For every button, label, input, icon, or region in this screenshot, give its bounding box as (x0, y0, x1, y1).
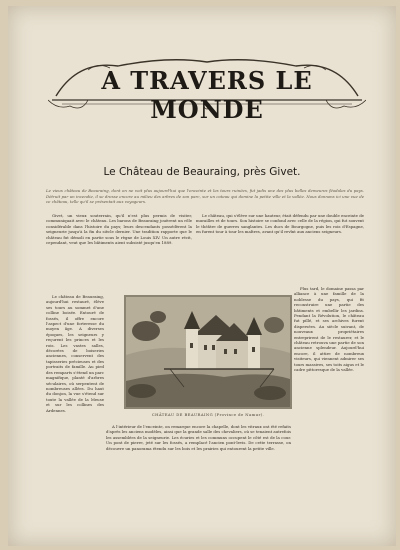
column-right-side (294, 286, 364, 526)
paragraph: Plus tard, le domaine passa par alliance à une famille de la noblesse du pays, qui fit reconstruire une partie des bâtiments et embellir les jardins. Pendant la Révolution, le château fut pillé, et ses archives furent dispersées. Au siècle suivant, de nouveaux propriétaires entreprirent de le restaurer, et le château retrouva une partie de son ancienne splendeur. Aujourd'hui encore, il attire de nombreux visiteurs, qui viennent admirer ses tours massives, ses toits aigus et le cadre pittoresque de la vallée. (294, 286, 364, 373)
article-headline: Le Château de Beauraing, près Givet. (103, 166, 301, 178)
castle-illustration (124, 295, 292, 409)
paragraph: Le château de Beauraing, aujourd'hui restauré, élève ses tours au sommet d'une colline boisée. Entouré de fossés, il offre encore l'aspect d'une forteresse du moyen âge. A diverses époques, les seigneurs y reçurent les princes et les rois. Les vastes salles, décorées de boiseries anciennes, conservent des tapisseries précieuses et des portraits de famille. Au pied des remparts s'étend un parc magnifique, planté d'arbres séculaires, où serpentent de nombreuses allées. Du haut du donjon, la vue s'étend sur toute la vallée de la Meuse et sur les collines des Ardennes. (46, 294, 104, 413)
paragraph: Givet, un vieux souterrain, qu'il n'est plus permis de visiter, communiquait avec le château. Les barons de Beauraing jouèrent un rôle considérable dans l'histoire du pays; leurs descendants possédèrent la seigneurie jusqu'à la fin du siècle dernier. Une tradition rapporte que le château fut démoli en partie sous le règne de Louis XIV. Un autre récit, cependant, veut que les bâtiments aient subsisté jusqu'en 1889. (46, 213, 192, 246)
article-intro: Le vieux château de Beauraing, dont on ne voit plus aujourd'hui que l'enceinte et les tours ruinées, fut jadis une des plus belles demeures féodales du pays. Détruit par un incendie, il se dresse encore au milieu des arbres de son parc, sur un coteau qui domine la petite ville et la vallée. Nous donnons ici une vue de ce château, telle qu'il se présentait aux voyageurs. (46, 188, 364, 205)
paragraph: A l'intérieur de l'enceinte, on remarque encore la chapelle, dont les vitraux ont été refaits d'après les anciens modèles, ainsi que la grande salle des chevaliers, où se tenaient autrefois les assemblées de la seigneurie. Les écuries et les communs occupent le côté est de la cour. Un pont de pierre, jeté sur les fossés, a remplacé l'ancien pont-levis. De cette terrasse, on découvre un panorama étendu sur les bois et les prairies qui entourent la petite ville. (106, 424, 291, 451)
figure-caption: CHÂTEAU DE BEAURAING (Province de Namur). (151, 412, 265, 417)
column-right-top (196, 213, 364, 285)
masthead-title: A TRAVERS LE MONDE (101, 66, 313, 124)
paragraph: Le château, qui s'élève sur une hauteur, était défendu par une double enceinte de murailles et de tours. Son histoire se confond avec celle de la région, qui fut souvent le théâtre de guerres sanglantes. Les ducs de Bourgogne, puis les rois d'Espagne, en furent tour à tour les maîtres, avant qu'il revînt aux anciens seigneurs. (196, 213, 364, 235)
masthead (48, 56, 366, 124)
page (8, 6, 396, 546)
column-left-side (46, 294, 104, 526)
column-bottom (106, 424, 291, 524)
column-left-top (46, 213, 192, 293)
